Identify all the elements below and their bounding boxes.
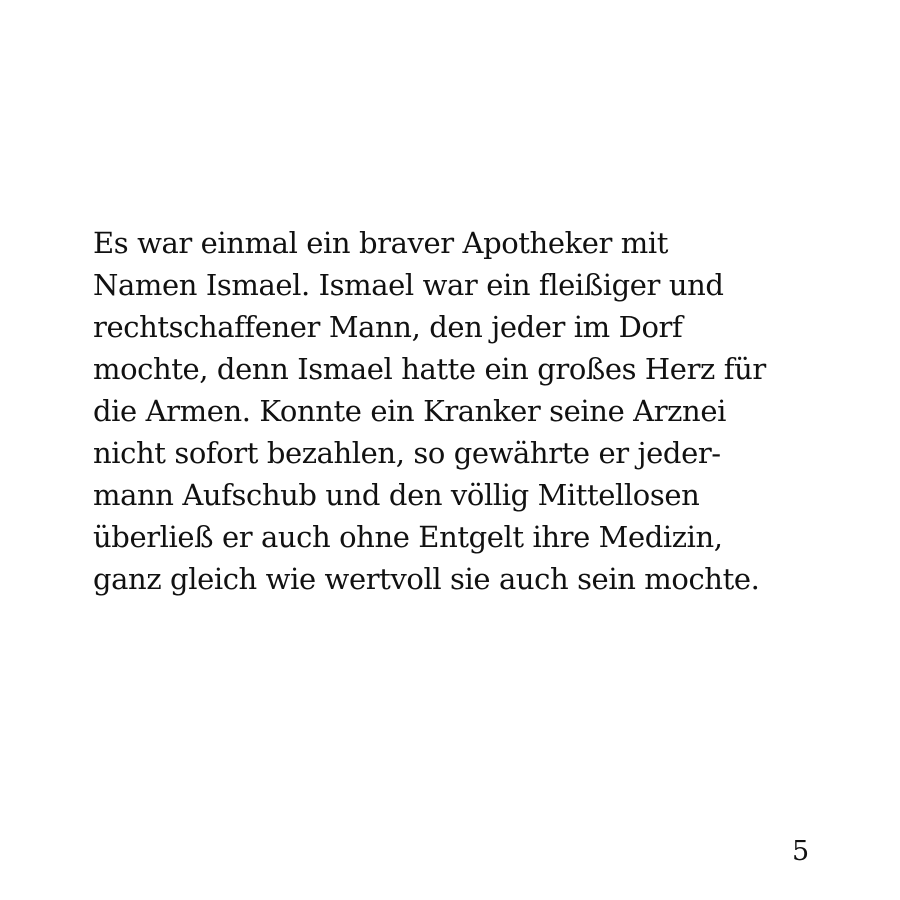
paragraph-line: mochte, denn Ismael hatte ein großes Herz für [93, 352, 766, 386]
paragraph-line: rechtschaffener Mann, den jeder im Dorf [93, 310, 683, 344]
paragraph-line: überließ er auch ohne Entgelt ihre Medizin, [93, 520, 723, 554]
paragraph-line: Namen Ismael. Ismael war ein fleißiger und [93, 268, 724, 302]
paragraph-line: Es war einmal ein braver Apotheker mit [93, 226, 669, 260]
paragraph-line: nicht sofort bezahlen, so gewährte er jeder- [93, 436, 721, 470]
page-number: 5 [792, 836, 810, 867]
paragraph-line: mann Aufschub und den völlig Mittellosen [93, 478, 700, 512]
paragraph-line: die Armen. Konnte ein Kranker seine Arznei [93, 394, 726, 428]
story-paragraph [93, 222, 853, 600]
paragraph-line: ganz gleich wie wertvoll sie auch sein mochte. [93, 562, 760, 596]
